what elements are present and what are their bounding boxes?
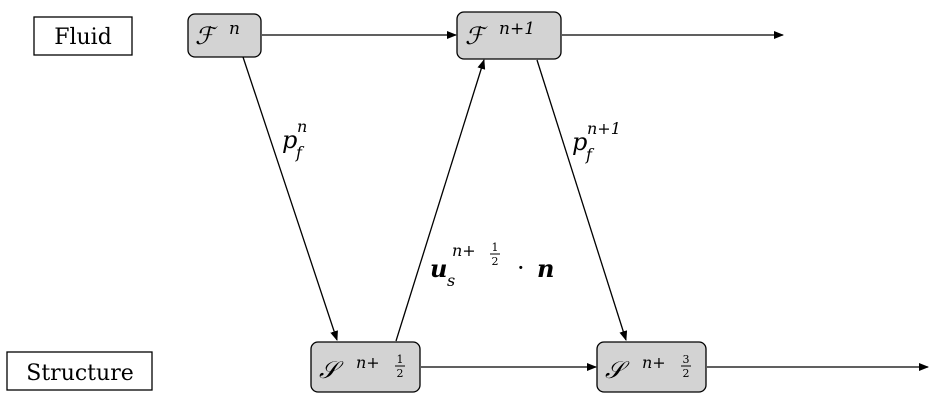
structure-label [7, 352, 152, 390]
node-structure-half-frac-num: 1 [396, 353, 404, 366]
edge-label-pf-n-base: p [282, 126, 298, 154]
node-fluid-n-sup: n [229, 19, 240, 39]
edge-label-pf-n [282, 117, 307, 162]
node-structure-three-half [597, 342, 706, 392]
node-structure-half-frac-den: 2 [396, 367, 404, 380]
edge-label-pf-n-sup: n [297, 117, 308, 136]
structure-label-text: Structure [26, 361, 134, 386]
fluid-label [34, 17, 132, 55]
node-structure-three-half-frac-num: 3 [682, 353, 690, 366]
node-structure-half-symbol: 𝒮 [319, 356, 338, 384]
edge-label-us-base: u [430, 254, 448, 283]
node-fluid-n1-symbol: ℱ [465, 22, 484, 50]
node-fluid-n1 [457, 12, 561, 59]
node-structure-three-half-sup: n+ [642, 353, 666, 372]
node-structure-half-sup: n+ [356, 353, 380, 372]
edge-label-pf-n1-base: p [572, 128, 588, 156]
node-structure-three-half-symbol: 𝒮 [605, 356, 624, 384]
edge-label-pf-n1-sub: f [586, 145, 592, 164]
arrow-fn1-to-s-three-half [537, 60, 626, 340]
edge-label-us-sup: n+ [452, 241, 476, 260]
edge-label-us-sub: s [447, 271, 456, 290]
node-structure-half [311, 342, 420, 392]
node-structure-three-half-frac-den: 2 [682, 367, 690, 380]
edge-label-us-dot: · [517, 254, 525, 282]
node-fluid-n-symbol: ℱ [195, 22, 214, 50]
node-fluid-n1-sup: n+1 [499, 19, 536, 39]
edge-label-us-frac-num: 1 [491, 241, 499, 254]
edge-label-pf-n1-sup: n+1 [587, 119, 621, 138]
edge-label-us-tail: n [537, 254, 555, 283]
arrow-fn-to-s-half [243, 57, 337, 340]
edge-label-us-dot-n [430, 241, 554, 290]
edge-label-pf-n-sub: f [296, 143, 302, 162]
edge-label-us-frac-den: 2 [491, 255, 499, 268]
edge-label-pf-n1 [572, 119, 621, 164]
node-fluid-n [188, 14, 261, 57]
fluid-label-text: Fluid [54, 25, 112, 50]
arrow-s-half-to-fn1 [396, 60, 484, 341]
